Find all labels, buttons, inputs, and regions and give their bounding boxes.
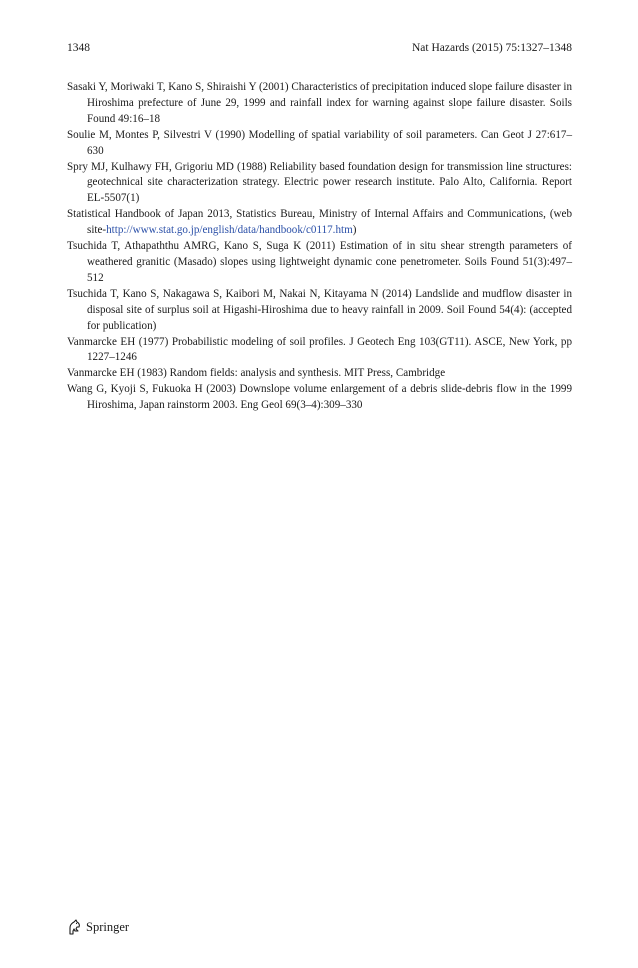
reference-item xyxy=(67,382,572,414)
springer-horse-icon xyxy=(67,919,81,935)
reference-item xyxy=(67,128,572,160)
publisher-footer xyxy=(67,918,129,936)
reference-item xyxy=(67,335,572,367)
reference-item xyxy=(67,287,572,335)
reference-list xyxy=(67,80,572,414)
reference-text: Soulie M, Montes P, Silvestri V (1990) Modelling of spatial variability of soil parameters. Can Geot J 27:617–630 xyxy=(67,128,572,157)
reference-item xyxy=(67,239,572,287)
reference-item xyxy=(67,366,572,382)
reference-text: Spry MJ, Kulhawy FH, Grigoriu MD (1988) Reliability based foundation design for transmission line structures: geotechnical site characterization strategy. Electric power research institute. Palo Alto, California. Report EL-5507(1) xyxy=(67,160,572,205)
running-head xyxy=(67,40,572,56)
statistics-handbook-link[interactable]: http://www.stat.go.jp/english/data/handbook/c0117.htm xyxy=(106,224,353,237)
reference-closing-paren: ) xyxy=(352,224,357,237)
reference-text: Wang G, Kyoji S, Fukuoka H (2003) Downslope volume enlargement of a debris slide-debris flow in the 1999 Hiroshima, Japan rainstorm 2003. Eng Geol 69(3–4):309–330 xyxy=(67,383,572,412)
reference-text: Tsuchida T, Athapaththu AMRG, Kano S, Suga K (2011) Estimation of in situ shear strength parameters of weathered granitic (Masado) slopes using lightweight dynamic cone penetrometer. Soils Found 51(3):497–512 xyxy=(67,240,572,284)
publisher-name: Springer xyxy=(86,919,130,934)
reference-item xyxy=(67,207,572,239)
reference-text: Statistical Handbook of Japan 2013, Statistics Bureau, Ministry of Internal Affairs and Communications, (web site- xyxy=(67,208,572,237)
reference-text: Sasaki Y, Moriwaki T, Kano S, Shiraishi Y (2001) Characteristics of precipitation induced slope failure disaster in Hiroshima prefecture of June 29, 1999 and rainfall index for warning against slope failure disaster. Soils Found 49:16–18 xyxy=(67,81,572,125)
reference-text: Tsuchida T, Kano S, Nakagawa S, Kaibori M, Nakai N, Kitayama N (2014) Landslide and mudflow disaster in disposal site of surplus soil at Higashi-Hiroshima due to heavy rainfall in 2009. Soil Found 54(4): (accepted for publication) xyxy=(67,287,572,332)
journal-citation: Nat Hazards (2015) 75:1327–1348 xyxy=(411,42,572,54)
page-number: 1348 xyxy=(67,42,90,54)
reference-item xyxy=(67,160,572,208)
reference-text: Vanmarcke EH (1977) Probabilistic modeling of soil profiles. J Geotech Eng 103(GT11). ASCE, New York, pp 1227–1246 xyxy=(67,335,572,364)
reference-item xyxy=(67,80,572,128)
reference-text: Vanmarcke EH (1983) Random fields: analysis and synthesis. MIT Press, Cambridge xyxy=(67,367,446,380)
